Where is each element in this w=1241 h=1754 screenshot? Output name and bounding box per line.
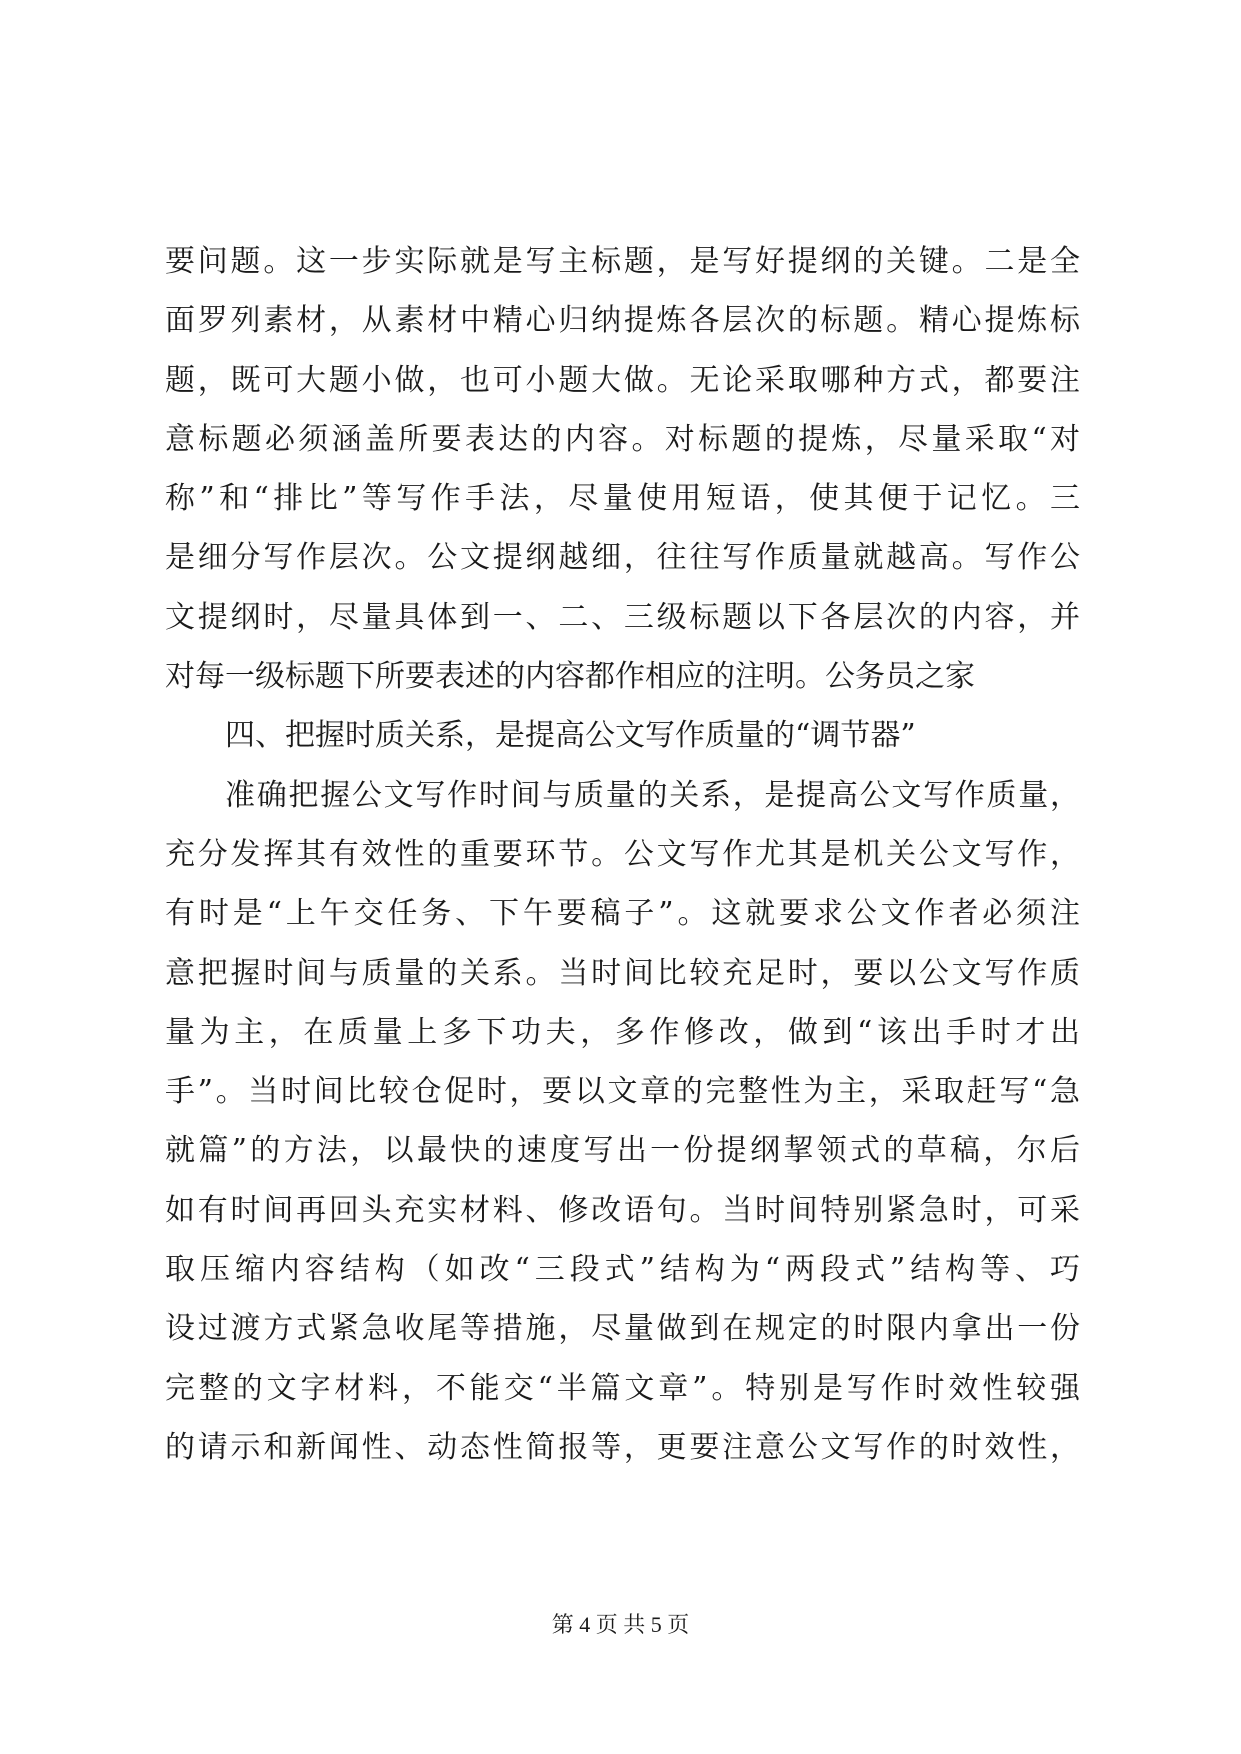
text-line: 设过渡方式紧急收尾等措施，尽量做到在规定的时限内拿出一份 xyxy=(165,1311,1080,1347)
text-line: 的请示和新闻性、动态性简报等，更要注意公文写作的时效性， xyxy=(165,1429,1080,1465)
text-line: 有时是“上午交任务、下午要稿子”。这就要求公文作者必须注 xyxy=(165,896,1080,932)
text-line: 文提纲时，尽量具体到一、二、三级标题以下各层次的内容，并 xyxy=(165,599,1080,635)
document-body xyxy=(165,232,1080,1477)
text-line: 如有时间再回头充实材料、修改语句。当时间特别紧急时，可采 xyxy=(165,1192,1080,1228)
text-line: 意把握时间与质量的关系。当时间比较充足时，要以公文写作质 xyxy=(165,955,1080,991)
text-line: 取压缩内容结构（如改“三段式”结构为“两段式”结构等、巧 xyxy=(165,1252,1080,1288)
text-line: 手”。当时间比较仓促时，要以文章的完整性为主，采取赶写“急 xyxy=(165,1074,1080,1110)
text-line: 对每一级标题下所要表述的内容都作相应的注明。公务员之家 xyxy=(165,659,975,695)
text-line: 准确把握公文写作时间与质量的关系，是提高公文写作质量， xyxy=(225,777,1080,813)
page-number-footer: 第 4 页 共 5 页 xyxy=(551,1612,690,1637)
text-line: 完整的文字材料，不能交“半篇文章”。特别是写作时效性较强 xyxy=(165,1370,1080,1406)
text-line: 要问题。这一步实际就是写主标题，是写好提纲的关键。二是全 xyxy=(165,244,1080,279)
text-line: 意标题必须涵盖所要表达的内容。对标题的提炼，尽量采取“对 xyxy=(165,421,1080,457)
text-line: 面罗列素材，从素材中精心归纳提炼各层次的标题。精心提炼标 xyxy=(165,303,1080,339)
text-line: 就篇”的方法，以最快的速度写出一份提纲挈领式的草稿，尔后 xyxy=(165,1133,1080,1169)
text-line: 称”和“排比”等写作手法，尽量使用短语，使其便于记忆。三 xyxy=(165,481,1080,517)
text-line: 是细分写作层次。公文提纲越细，往往写作质量就越高。写作公 xyxy=(165,540,1080,576)
text-line: 题，既可大题小做，也可小题大做。无论采取哪种方式，都要注 xyxy=(165,362,1080,398)
text-line: 四、把握时质关系，是提高公文写作质量的“调节器” xyxy=(225,718,916,754)
text-line: 充分发挥其有效性的重要环节。公文写作尤其是机关公文写作， xyxy=(165,836,1080,872)
text-line: 量为主，在质量上多下功夫，多作修改，做到“该出手时才出 xyxy=(165,1014,1080,1050)
